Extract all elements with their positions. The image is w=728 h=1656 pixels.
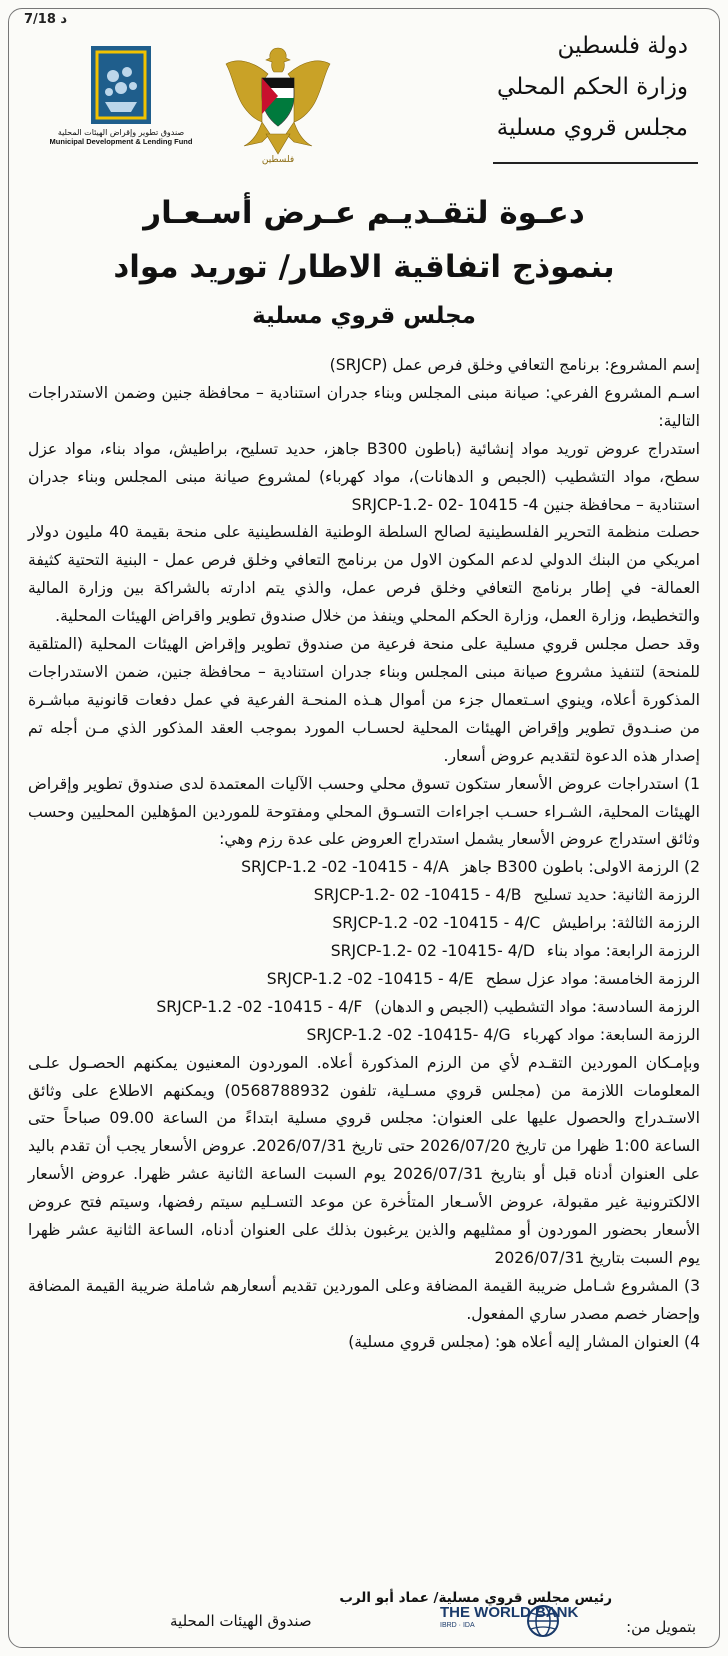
subproject-name: اسـم المشروع الفرعي: صيانة مبنى المجلس وبناء جدران استنادية – محافظة جنين وضمن الاستدراجات التالية: bbox=[28, 383, 700, 430]
lot-label: الرزمة السابعة: مواد كهرباء bbox=[522, 1025, 700, 1044]
mdlf-logo-mark-icon bbox=[91, 46, 151, 124]
submission-paragraph: وبإمـكان الموردين التقـدم لأي من الرزم المذكورة أعلاه. الموردون المعنيون يمكنهم الحصـول علـى المعلومات اللازمة من (مجلس قروي مسـلية، تلفون 0568788932) ويمكنهم الاطلاع على وثائق الاستـدراج والحصول عليها على العنوان: مجلس قروي مسلية ابتداءً من الساعة 09.00 صباحاً حتى الساعة 1:00 ظهرا من تاريخ 2026/07/20 حتى تاريخ 2026/07/31. عروض الأسعار يجب أن تقدم باليد على العنوان أدناه قبل أو بتاريخ 2026/07/31 يوم السبت الساعة الثانية عشر ظهرا. عروض الأسعار الالكترونية غير مقبولة، عروض الأسـعار المتأخرة عن موعد التسـليم سيتم رفضها، وسيتم فتح عروض الأسعار بحضور الموردون أو ممثليهم والذين يرغبون بذلك على العنوان أدناه، الساعة الثانية عشر ظهرا يوم السبت بتاريخ 2026/07/31 bbox=[28, 1053, 701, 1267]
palestine-eagle-emblem-icon bbox=[222, 30, 334, 165]
header-underline bbox=[493, 162, 698, 164]
main-title: دعـوة لتقـديـم عـرض أسـعـار bbox=[143, 195, 585, 231]
mdlf-english-name: Municipal Development & Lending Fund bbox=[49, 137, 193, 146]
clause-4: 4) العنوان المشار إليه أعلاه هو: (مجلس قروي مسلية) bbox=[348, 1332, 700, 1351]
project-name: إسم المشروع: برنامج التعافي وخلق فرص عمل (SRJCP) bbox=[329, 356, 700, 374]
lot-label: الرزمة الثالثة: براطيش bbox=[552, 914, 700, 933]
subgrant-paragraph: وقد حصل مجلس قروي مسلية على منحة فرعية من صندوق تطوير وإقراض الهيئات المحلية (المتلقية للمنحة) لتنفيذ مشروع صيانة مبنى المجلس وبناء جدران استنادية – محافظة جنين، ضمن الاستدراجات المذكورة أعلاه، وينوي اسـتعمال جزء من أموال هـذه المنحـة الفرعية في عمل دفعات قانونية مباشـرة من صنـدوق تطوير وإقراض الهيئات المحلية لحسـاب المورد بموجب العقد المذكور الذي مـن أجله تم إصدار هذه الدعوة لتقديم عروض أسعار. bbox=[28, 635, 700, 765]
grant-paragraph: حصلت منظمة التحرير الفلسطينية لصالح السلطة الوطنية الفلسطينية على منحة بقيمة 40 مليون دولار امريكي من البنك الدولي لدعم المكون الاول من برنامج التعافي وخلق فرص عمل - البنية التحتية كثيفة العمالة- في إطار برنامج التعافي وخلق فرص عمل، والذي يتم ادارته بالشراكة بين وزارة المالية والتخطيط، وزارة العمل، وزارة الحكم المحلي وينفذ من خلال صندوق تطوير واقراض الهيئات المحلية. bbox=[28, 523, 700, 626]
mdlf-arabic-name: صندوق تطوير وإقراض الهيئات المحلية bbox=[57, 128, 185, 137]
signature-line: رئيس مجلس قروي مسلية/ عماد أبو الرب bbox=[339, 1590, 612, 1606]
lot-code: SRJCP-1.2- 02 -10415 - 4/B bbox=[313, 886, 522, 905]
header bbox=[22, 12, 706, 165]
org-ministry: وزارة الحكم المحلي bbox=[497, 74, 688, 100]
funded-by-label: بتمويل من: bbox=[626, 1618, 696, 1636]
subtitle: بنموذج اتفاقية الاطار/ توريد مواد bbox=[113, 249, 615, 285]
mdlf-logo bbox=[46, 46, 196, 161]
page-border bbox=[8, 8, 720, 1648]
lot-code: SRJCP-1.2 -02 -10415 - 4/A bbox=[241, 858, 449, 877]
lot-code: SRJCP-1.2 -02 -10415 - 4/F bbox=[156, 997, 363, 1016]
lot-label: 2) الرزمة الاولى: باطون B300 جاهز bbox=[460, 858, 700, 877]
world-bank-sub: IBRD · IDA bbox=[440, 1622, 475, 1629]
org-state: دولة فلسطين bbox=[557, 33, 688, 59]
world-bank-logo bbox=[400, 1604, 579, 1638]
emblem-caption: فلسطين bbox=[261, 155, 295, 165]
lot-label: الرزمة الرابعة: مواد بناء bbox=[546, 942, 700, 961]
lot-code: SRJCP-1.2 -02 -10415- 4/G bbox=[306, 1025, 511, 1044]
lot-code: SRJCP-1.2- 02 -10415- 4/D bbox=[330, 942, 535, 961]
footer bbox=[0, 1592, 728, 1636]
lot-code: SRJCP-1.2 -02 -10415 - 4/E bbox=[266, 969, 474, 988]
lot-code: SRJCP-1.2 -02 -10415 - 4/C bbox=[332, 914, 541, 933]
lot-label: الرزمة الخامسة: مواد عزل سطح bbox=[485, 969, 700, 988]
lot-label: الرزمة الثانية: حديد تسليح bbox=[533, 886, 700, 905]
org-council: مجلس قروي مسلية bbox=[496, 115, 688, 141]
org-lines bbox=[497, 26, 688, 149]
procurement-scope: استدراج عروض توريد مواد إنشائية (باطون B300 جاهز، حديد تسليح، براطيش، مواد بناء، مواد عزل سطح، مواد التشطيب (الجبص و الدهانات)، مواد كهرباء) لمشروع صيانة مبنى المجلس وبناء جدران استنادية – محافظة جنين 4- 10415 -02 -SRJCP-1.2 bbox=[28, 439, 700, 514]
lot-label: الرزمة السادسة: مواد التشطيب (الجبص و الدهان) bbox=[374, 997, 700, 1016]
footer-fund-name: صندوق الهيئات المحلية bbox=[170, 1612, 312, 1630]
clause-3: 3) المشروع شـامل ضريبة القيمة المضافة وعلى الموردين تقديم أسعارهم شاملة ضريبة القيمة المضافة وإحضار خصم مصدر ساري المفعول. bbox=[28, 1276, 700, 1323]
reference-number: 7/18 د bbox=[24, 12, 68, 27]
world-bank-name: THE WORLD BANK bbox=[440, 1604, 579, 1621]
council-title: مجلس قروي مسلية bbox=[252, 303, 476, 329]
clause-1: 1) استدراجات عروض الأسعار ستكون تسوق محلي وحسب الآليات المعتمدة لدى صندوق تطوير وإقراض الهيئات المحلية، الشـراء حسـب اجراءات التسـوق المحلي ومفتوحة للموردين المؤهلين المحليين وحسب وثائق استدراج عروض الأسعار يشمل استدراج العروض على عدة رزم وهي: bbox=[28, 774, 700, 849]
